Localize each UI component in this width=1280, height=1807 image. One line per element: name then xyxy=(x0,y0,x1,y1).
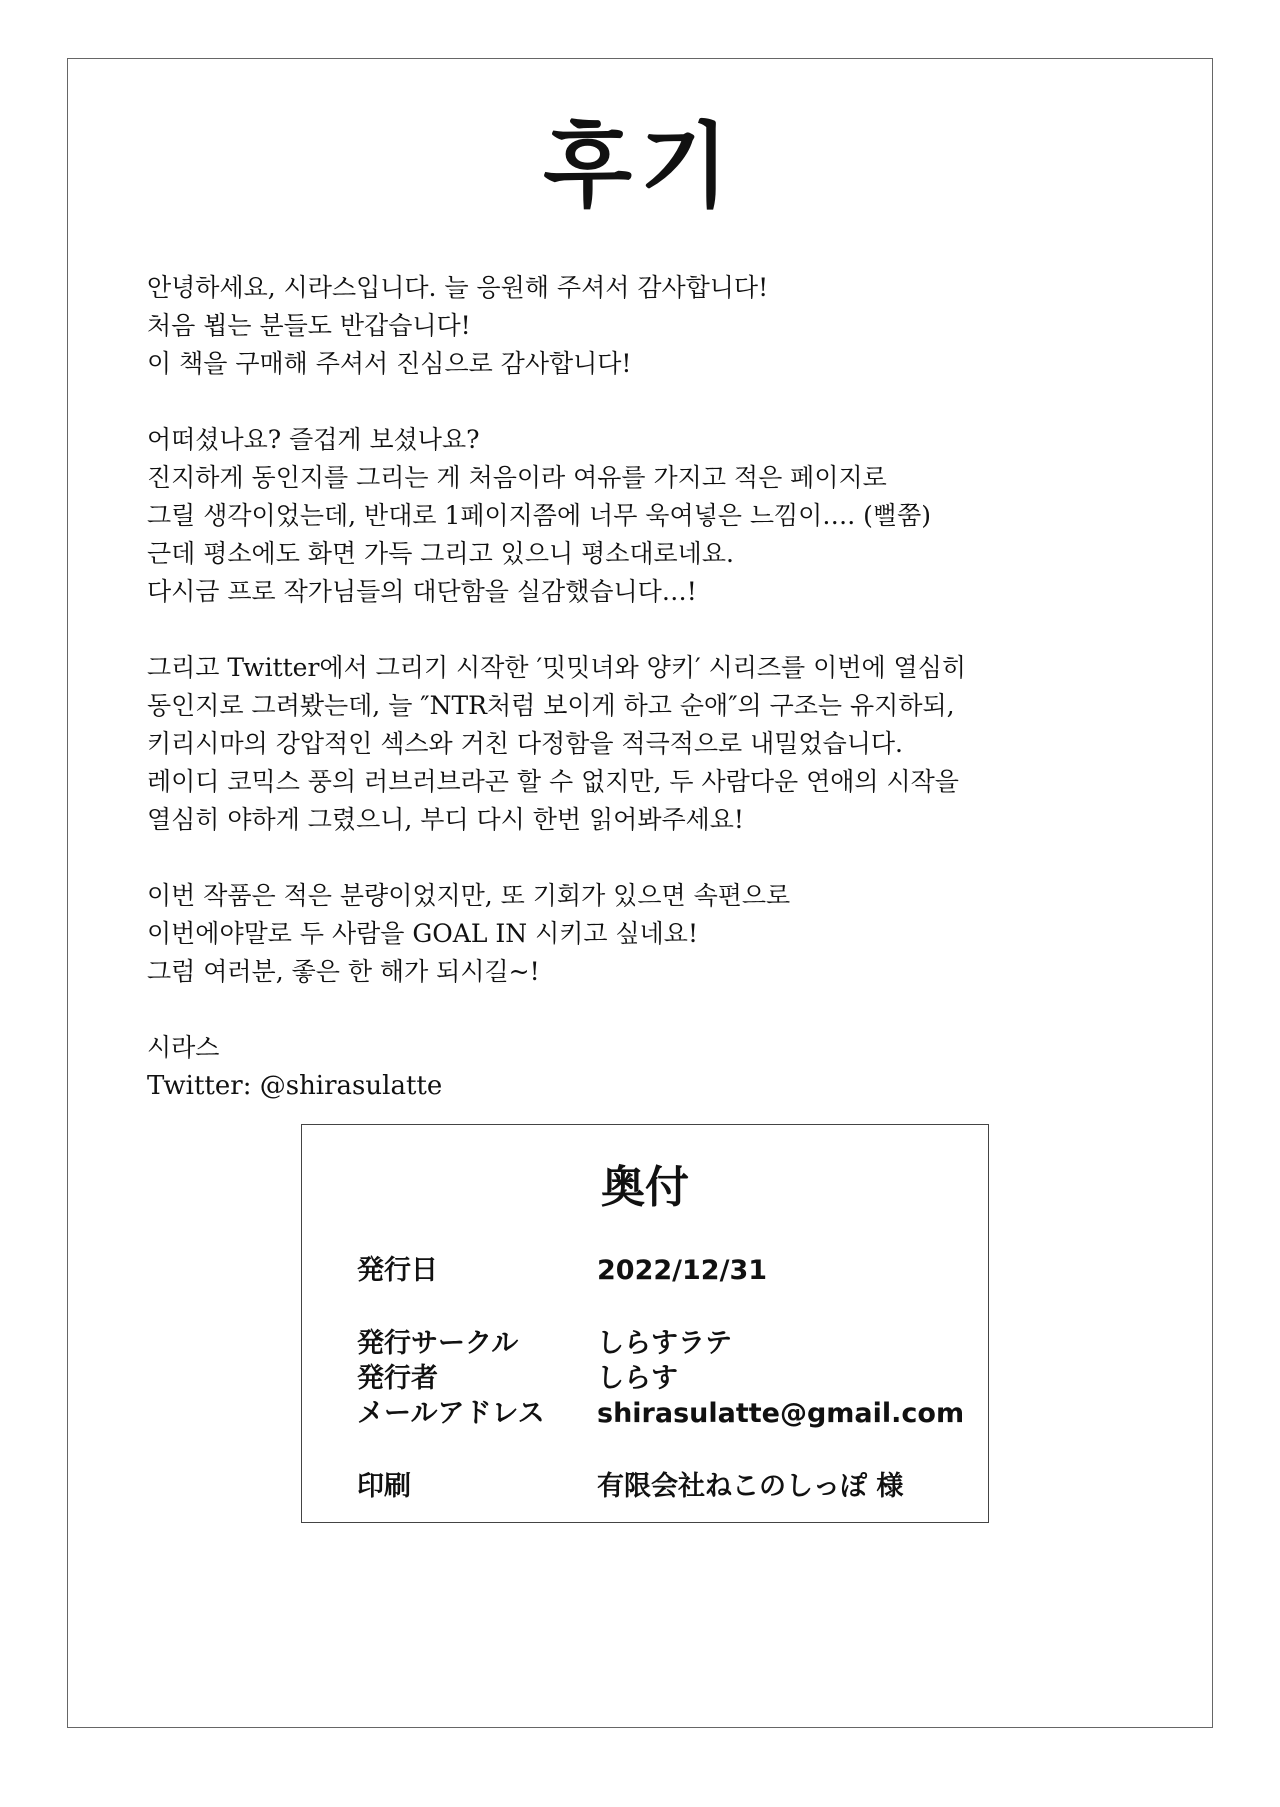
text-line: 레이디 코믹스 풍의 러브러브라곤 할 수 없지만, 두 사람다운 연애의 시작을 xyxy=(147,767,959,796)
text-line: 이 책을 구매해 주셔서 진심으로 감사합니다! xyxy=(147,349,632,378)
colophon-row-circle xyxy=(357,1321,732,1360)
colophon-label: 印刷 xyxy=(357,1471,411,1502)
colophon-label: 発行サークル xyxy=(357,1328,519,1359)
signature-block xyxy=(147,1029,1147,1105)
colophon-box xyxy=(301,1124,989,1523)
colophon-value: 2022/12/31 xyxy=(597,1255,768,1286)
colophon-row-date xyxy=(357,1248,767,1287)
text-line: 키리시마의 강압적인 섹스와 거친 다정함을 적극적으로 내밀었습니다. xyxy=(147,729,903,758)
text-line: 이번에야말로 두 사람을 GOAL IN 시키고 싶네요! xyxy=(147,919,699,948)
colophon-value: しらすラテ xyxy=(597,1328,732,1359)
colophon-label: 発行者 xyxy=(357,1363,438,1394)
text-line: 다시금 프로 작가님들의 대단함을 실감했습니다…! xyxy=(147,577,697,606)
colophon-label: メールアドレス xyxy=(357,1398,545,1429)
colophon-label: 発行日 xyxy=(357,1255,438,1286)
text-line: 근데 평소에도 화면 가득 그리고 있으니 평소대로네요. xyxy=(147,539,734,568)
text-line: 열심히 야하게 그렸으니, 부디 다시 한번 읽어봐주세요! xyxy=(147,805,744,834)
paragraph-1 xyxy=(147,269,1147,383)
text-line: 그리고 Twitter에서 그리기 시작한 ′밋밋녀와 양키′ 시리즈를 이번에 열심히 xyxy=(147,653,966,682)
afterword-body xyxy=(147,269,1147,1105)
text-line: 진지하게 동인지를 그리는 게 처음이라 여유를 가지고 적은 페이지로 xyxy=(147,463,887,492)
author-signature: 시라스 xyxy=(147,1033,220,1062)
text-line: 안녕하세요, 시라스입니다. 늘 응원해 주셔서 감사합니다! xyxy=(147,273,769,302)
colophon-row-email xyxy=(357,1391,964,1430)
paragraph-3 xyxy=(147,649,1147,839)
afterword-title: 후기 xyxy=(543,112,737,220)
twitter-handle: Twitter: @shirasulatte xyxy=(147,1071,443,1101)
paragraph-2 xyxy=(147,421,1147,611)
text-line: 동인지로 그려봤는데, 늘 ″NTR처럼 보이게 하고 순애″의 구조는 유지하되, xyxy=(147,691,955,720)
colophon-row-publisher xyxy=(357,1356,678,1395)
colophon-value: shirasulatte@gmail.com xyxy=(597,1398,965,1429)
paragraph-4 xyxy=(147,877,1147,991)
colophon-value: しらす xyxy=(597,1363,678,1394)
text-line: 처음 뵙는 분들도 반갑습니다! xyxy=(147,311,471,340)
colophon-row-printer xyxy=(357,1464,903,1503)
text-line: 그릴 생각이었는데, 반대로 1페이지쯤에 너무 욱여넣은 느낌이…. (뻘쭘) xyxy=(147,501,931,530)
text-line: 어떠셨나요? 즐겁게 보셨나요? xyxy=(147,425,480,454)
colophon-title: 奥付 xyxy=(601,1162,689,1213)
text-line: 그럼 여러분, 좋은 한 해가 되시길~! xyxy=(147,957,540,986)
colophon-value: 有限会社ねこのしっぽ 様 xyxy=(597,1471,904,1502)
text-line: 이번 작품은 적은 분량이었지만, 또 기회가 있으면 속편으로 xyxy=(147,881,791,910)
